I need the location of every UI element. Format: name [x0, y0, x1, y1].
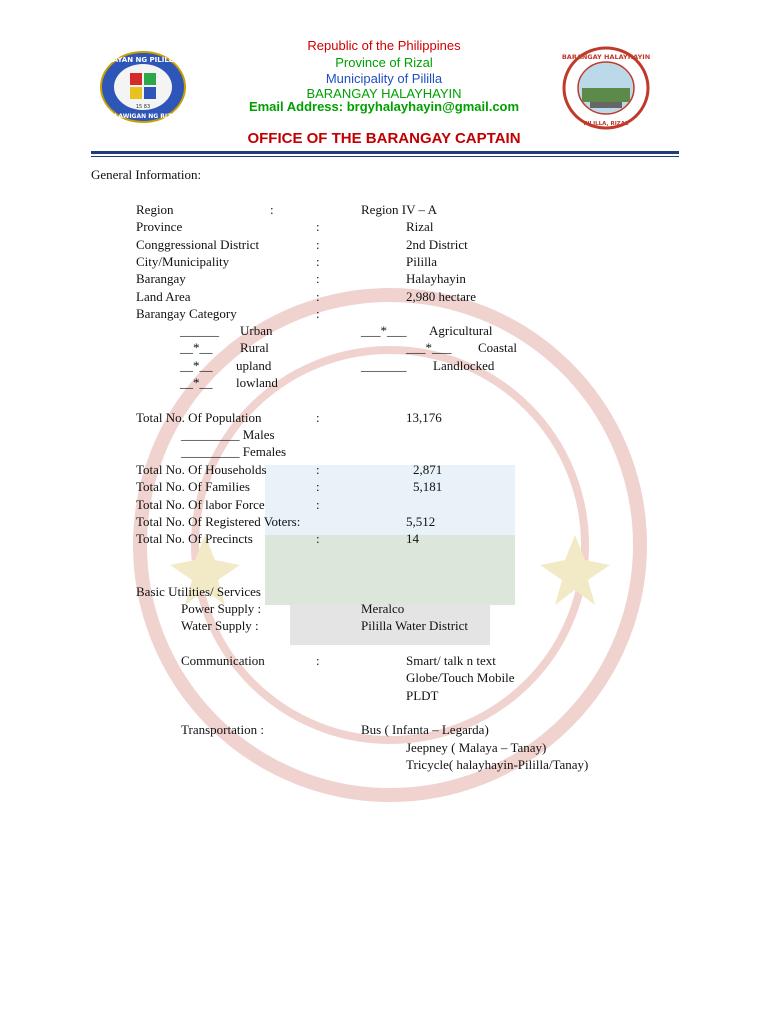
communication-pldt: PLDT — [406, 688, 439, 703]
lowland-label: lowland — [236, 375, 278, 390]
labor-force-colon: : — [316, 497, 320, 512]
coastal-label: Coastal — [478, 340, 517, 355]
power-value: Meralco — [361, 601, 405, 616]
precincts-value: 14 — [406, 531, 419, 546]
district-colon: : — [316, 237, 320, 252]
header-divider-thin — [91, 156, 679, 157]
labor-force-label: Total No. Of labor Force — [136, 497, 265, 512]
precincts-colon: : — [316, 531, 320, 546]
region-label: Region — [136, 202, 174, 217]
voters-value: 5,512 — [406, 514, 436, 529]
families-value: 5,181 — [413, 479, 443, 494]
males-line: _________ Males — [181, 427, 275, 442]
coastal-mark: ___*___ — [406, 340, 452, 355]
land-area-label: Land Area — [136, 289, 191, 304]
province-colon: : — [316, 219, 320, 234]
province-label: Province — [136, 219, 183, 234]
power-label: Power Supply : — [181, 601, 262, 616]
land-area-value: 2,980 hectare — [406, 289, 477, 304]
communication-label: Communication — [181, 653, 265, 668]
city-value: Pililla — [406, 254, 438, 269]
upland-mark: __*__ — [180, 358, 213, 373]
transportation-label: Transportation : — [181, 722, 264, 737]
households-colon: : — [316, 462, 320, 477]
barangay-value: Halayhayin — [406, 271, 466, 286]
females-line: _________ Females — [181, 444, 287, 459]
header-barangay: BARANGAY HALAYHAYIN — [306, 86, 462, 101]
right-logo-top-text: BARANGAY HALAYHAYIN — [562, 53, 650, 61]
rural-mark: __*__ — [180, 340, 213, 355]
barangay-label: Barangay — [136, 271, 186, 286]
transport-tricycle: Tricycle( halayhayin-Pililla/Tanay) — [406, 757, 589, 772]
population-value: 13,176 — [406, 410, 442, 425]
header-province: Province of Rizal — [335, 55, 433, 70]
agricultural-mark: ___*___ — [361, 323, 407, 338]
communication-smart: Smart/ talk n text — [406, 653, 496, 668]
header-email: Email Address: brgyhalayhayin@gmail.com — [248, 99, 520, 114]
barangay-colon: : — [316, 271, 320, 286]
landlocked-label: Landlocked — [433, 358, 495, 373]
upland-label: upland — [236, 358, 272, 373]
precincts-label: Total No. Of Precincts — [136, 531, 253, 546]
city-colon: : — [316, 254, 320, 269]
category-label: Barangay Category — [136, 306, 237, 321]
voters-label: Total No. Of Registered Voters: — [136, 514, 301, 529]
landlocked-mark: _______ — [361, 358, 407, 373]
district-label: Conggressional District — [136, 237, 260, 252]
communication-globe: Globe/Touch Mobile — [406, 670, 515, 685]
utilities-title: Basic Utilities/ Services — [136, 584, 261, 599]
population-label: Total No. Of Population — [136, 410, 262, 425]
transport-bus: Bus ( Infanta – Legarda) — [361, 722, 489, 737]
header-republic: Republic of the Philippines — [307, 38, 461, 53]
region-value: Region IV – A — [361, 202, 437, 217]
district-value: 2nd District — [406, 237, 468, 252]
urban-mark: ______ — [180, 323, 219, 338]
families-label: Total No. Of Families — [136, 479, 250, 494]
region-colon: : — [270, 202, 274, 217]
left-logo-top-text: BAYAN NG PILILLA — [107, 56, 179, 64]
rural-label: Rural — [240, 340, 269, 355]
agricultural-label: Agricultural — [429, 323, 493, 338]
header-municipality: Municipality of Pililla — [325, 71, 443, 86]
population-colon: : — [316, 410, 320, 425]
left-logo-year: 15 83 — [135, 104, 151, 110]
communication-colon: : — [316, 653, 320, 668]
households-value: 2,871 — [413, 462, 443, 477]
families-colon: : — [316, 479, 320, 494]
water-label: Water Supply : — [181, 618, 259, 633]
transport-jeepney: Jeepney ( Malaya – Tanay) — [406, 740, 547, 755]
lowland-mark: __*__ — [180, 375, 213, 390]
land-area-colon: : — [316, 289, 320, 304]
category-colon: : — [316, 306, 320, 321]
header-divider — [91, 151, 679, 154]
section-title: General Information: — [91, 167, 202, 182]
province-value: Rizal — [406, 219, 434, 234]
city-label: City/Municipality — [136, 254, 230, 269]
water-value: Pililla Water District — [361, 618, 469, 633]
households-label: Total No. Of Households — [136, 462, 267, 477]
left-logo-bottom-text: LALAWIGAN NG RIZAL — [106, 113, 180, 120]
office-title: OFFICE OF THE BARANGAY CAPTAIN — [247, 130, 521, 147]
urban-label: Urban — [240, 323, 273, 338]
right-logo-bottom-text: PILILLA, RIZAL — [583, 121, 629, 127]
